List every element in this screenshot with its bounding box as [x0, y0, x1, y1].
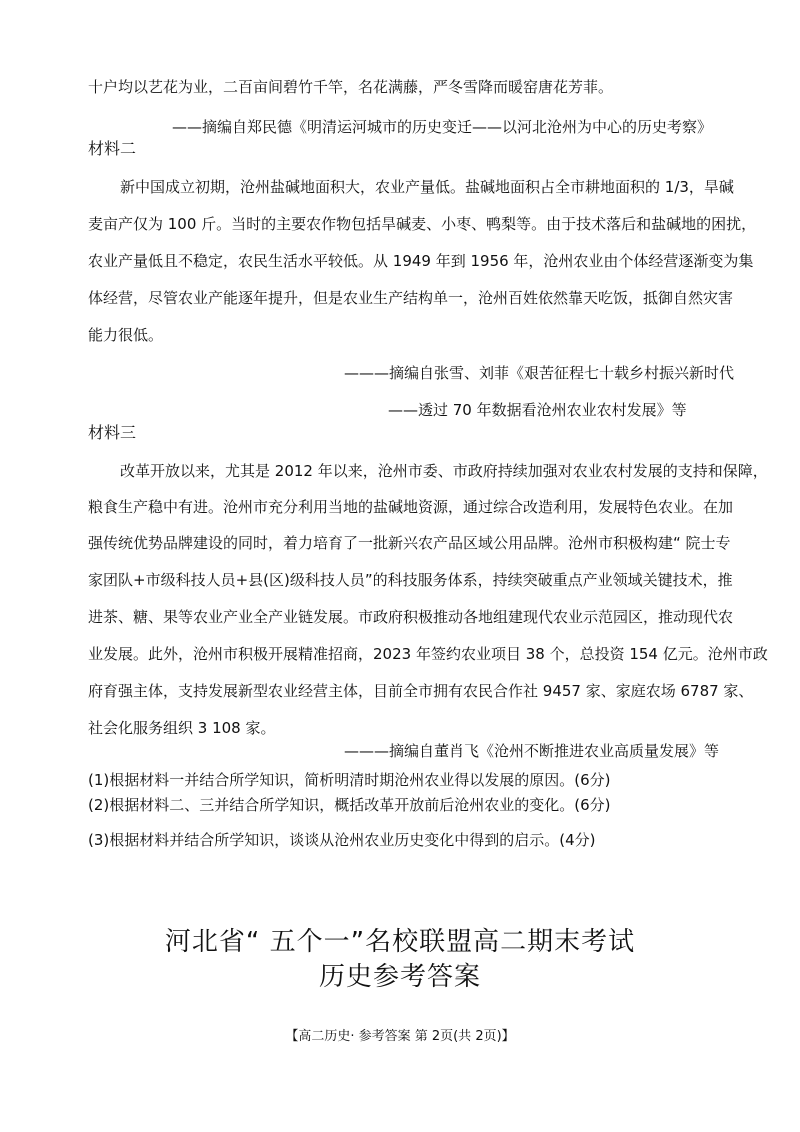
material2-line: 能力很低。 — [88, 326, 164, 344]
material3-line: 社会化服务组织 3 108 家。 — [88, 719, 276, 737]
question-item: (2)根据材料二、三并结合所学知识，概括改革开放前后沧州农业的变化。(6分) — [88, 796, 611, 814]
material3-line: 家团队+市级科技人员+县(区)级科技人员”的科技服务体系，持续突破重点产业领域关键技术，推 — [88, 571, 733, 589]
material1-tail-text: 十户均以艺花为业，二百亩间碧竹千竿，名花满藤，严冬雪降而暖窑唐花芳菲。 — [88, 78, 614, 96]
material2-line: 新中国成立初期，沧州盐碱地面积大，农业产量低。盐碱地面积占全市耕地面积的 1/3，旱碱 — [120, 178, 734, 196]
material2-line: 农业产量低且不稳定，农民生活水平较低。从 1949 年到 1956 年，沧州农业由个体经营逐渐变为集 — [88, 252, 754, 270]
material3-line: 进茶、糖、果等农业产业全产业链发展。市政府积极推动各地组建现代农业示范园区，推动现代农 — [88, 608, 734, 626]
material2-source-line1: ———摘编自张雪、刘菲《艰苦征程七十载乡村振兴新时代 — [344, 364, 735, 382]
page-footer: 【高二历史· 参考答案 第 2页(共 2页)】 — [285, 1029, 515, 1044]
material3-line: 府育强主体，支持发展新型农业经营主体，目前全市拥有农民合作社 9457 家、家庭农场 6787 家、 — [88, 682, 754, 700]
material3-heading: 材料三 — [88, 423, 137, 442]
material3-line: 业发展。此外，沧州市积极开展精准招商，2023 年签约农业项目 38 个，总投资 154 亿元。沧州市政 — [88, 645, 768, 663]
answer-key-subtitle: 历史参考答案 — [318, 962, 481, 992]
material3-line: 强传统优势品牌建设的同时，着力培育了一批新兴农产品区域公用品牌。沧州市积极构建“ 院士专 — [88, 534, 731, 552]
material2-line: 麦亩产仅为 100 斤。当时的主要农作物包括旱碱麦、小枣、鸭梨等。由于技术落后和盐碱地的困扰， — [88, 215, 757, 233]
material2-line: 体经营，尽管农业产能逐年提升，但是农业生产结构单一，沧州百姓依然靠天吃饭，抵御自然灾害 — [88, 289, 734, 307]
material2-source-line2: ——透过 70 年数据看沧州农业农村发展》等 — [388, 401, 687, 419]
question-item: (1)根据材料一并结合所学知识，简析明清时期沧州农业得以发展的原因。(6分) — [88, 771, 611, 789]
material2-heading: 材料二 — [88, 139, 137, 158]
material3-source: ———摘编自董肖飞《沧州不断推进农业高质量发展》等 — [344, 742, 720, 760]
question-item: (3)根据材料并结合所学知识，谈谈从沧州农业历史变化中得到的启示。(4分) — [88, 831, 596, 849]
material1-source: ——摘编自郑民德《明清运河城市的历史变迁——以河北沧州为中心的历史考察》 — [172, 118, 713, 136]
material3-line: 粮食生产稳中有进。沧州市充分利用当地的盐碱地资源，通过综合改造利用，发展特色农业。在加 — [88, 498, 734, 516]
material3-line: 改革开放以来，尤其是 2012 年以来，沧州市委、市政府持续加强对农业农村发展的支持和保障， — [120, 462, 768, 480]
answer-key-title: 河北省“ 五个一”名校联盟高二期末考试 — [164, 927, 636, 957]
